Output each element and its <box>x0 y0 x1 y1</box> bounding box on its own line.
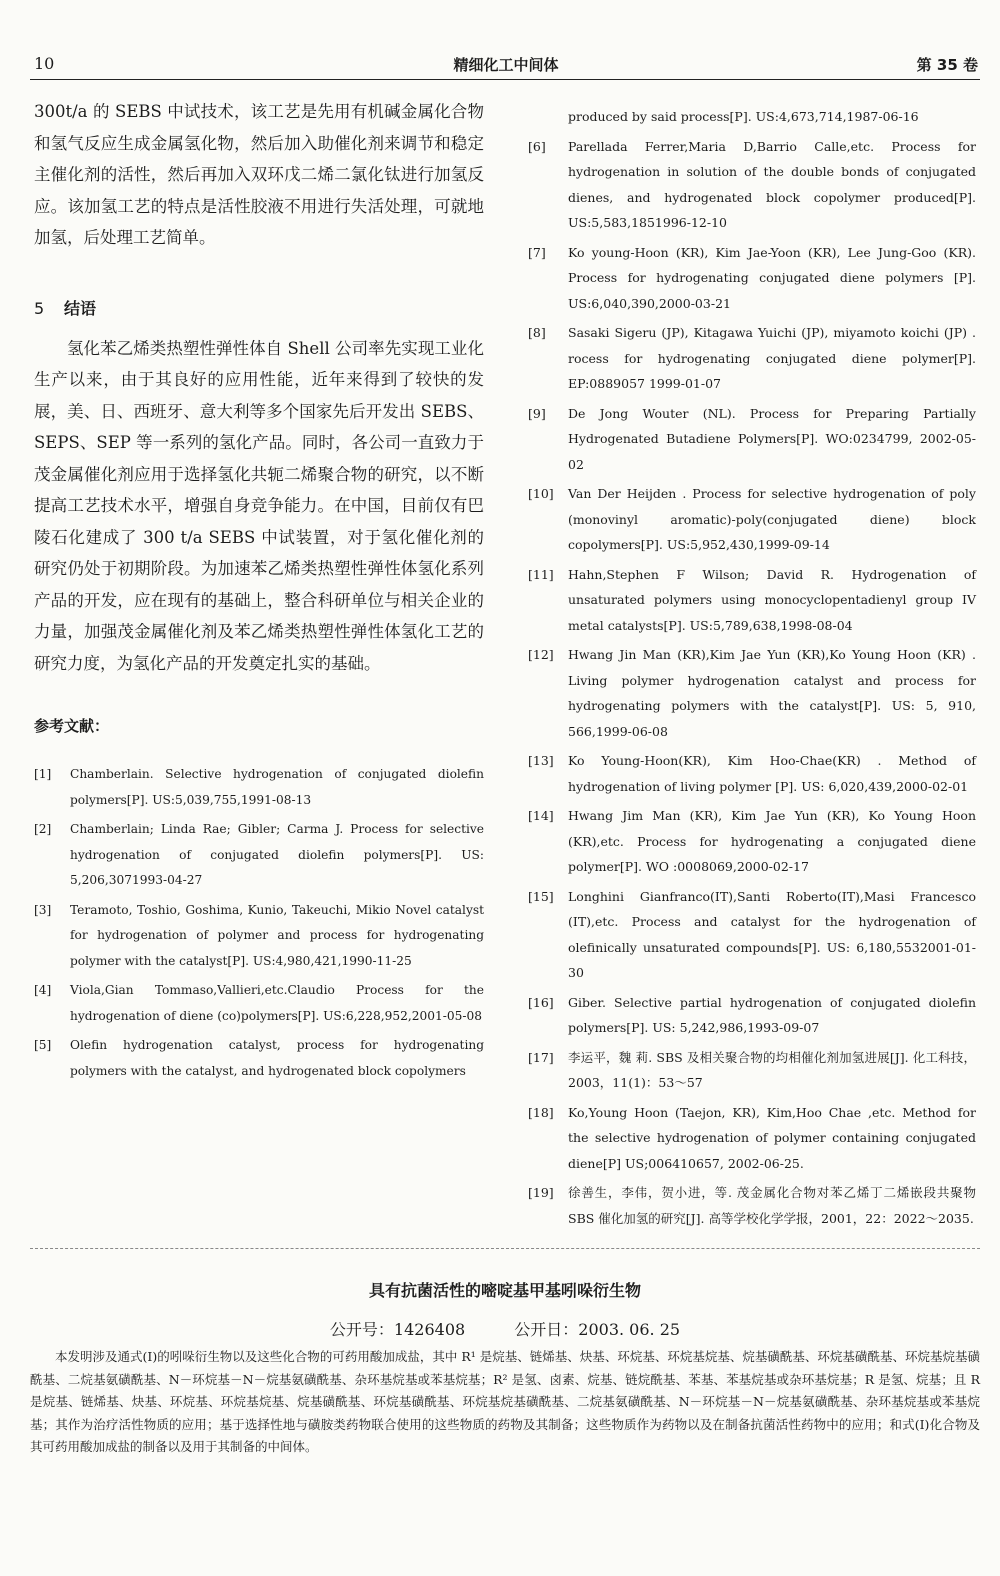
publication-date: 公开日：2003. 06. 25 <box>514 1320 681 1339</box>
reference-list-right <box>528 134 976 1232</box>
reference-item: [3] Teramoto, Toshio, Goshima, Kunio, Takeuchi, Mikio Novel catalyst for hydrogenation of polymer and process for hydrogenating polymer with the catalyst[P]. US:4,980,421,1990-11-25 <box>34 902 484 968</box>
patent-title: 具有抗菌活性的嘧啶基甲基吲哚衍生物 <box>368 1281 641 1300</box>
reference-item: [4] Viola,Gian Tommaso,Vallieri,etc.Claudio Process for the hydrogenation of diene (co)polymers[P]. US:6,228,952,2001-05-08 <box>34 983 484 1023</box>
journal-title: 精细化工中间体 <box>453 56 559 74</box>
reference-item: [14] Hwang Jim Man (KR), Kim Jae Yun (KR), Ko Young Hoon (KR),etc. Process for hydrogenating a conjugated diene polymer[P]. WO :0008069,2000-02-17 <box>528 808 976 874</box>
reference-item: [2] Chamberlain; Linda Rae; Gibler; Carma J. Process for selective hydrogenation of conjugated diolefin polymers[P]. US: 5,206,3071993-04-27 <box>34 822 484 887</box>
reference-item: [7] Ko young-Hoon (KR), Kim Jae-Yoon (KR), Lee Jung-Goo (KR). Process for hydrogenating conjugated diene polymers [P]. US:6,040,390,2000-03-21 <box>528 244 976 311</box>
reference-continuation: produced by said process[P]. US:4,673,714,1987-06-16 <box>568 109 919 124</box>
patent-abstract-block <box>30 1278 980 1459</box>
section-number: 5 <box>34 298 45 318</box>
page-header <box>34 54 978 76</box>
reference-item: [19] 徐善生，李伟，贺小进，等. 茂金属化合物对苯乙烯丁二烯嵌段共聚物 SBS 催化加氢的研究[J]. 高等学校化学学报，2001，22：2022～2035. <box>528 1185 976 1226</box>
page-number: 10 <box>34 54 55 73</box>
reference-item: [1] Chamberlain. Selective hydrogenation of conjugated diolefin polymers[P]. US:5,039,755,1991-08-13 <box>34 767 484 807</box>
reference-item: [10] Van Der Heijden . Process for selective hydrogenation of poly (monovinyl aromatic)-poly(conjugated diene) block copolymers[P]. US:5,952,430,1999-09-14 <box>528 486 976 552</box>
reference-item: [17] 李运平，魏 莉. SBS 及相关聚合物的均相催化剂加氢进展[J]. 化工科技，2003，11(1)：53～57 <box>528 1049 976 1090</box>
header-rule <box>30 79 980 80</box>
reference-item: [6] Parellada Ferrer,Maria D,Barrio Calle,etc. Process for hydrogenation in solution of the double bonds of conjugated dienes, and hydrogenated block copolymer produced[P]. US:5,583,1851996-12-10 <box>528 138 976 230</box>
reference-item: [18] Ko,Young Hoon (Taejon, KR), Kim,Hoo Chae ,etc. Method for the selective hydrogenation of polymer containing conjugated diene[P] US;006410657, 2002-06-25. <box>528 1104 976 1171</box>
reference-item: [8] Sasaki Sigeru (JP), Kitagawa Yuichi (JP), miyamoto koichi (JP) . rocess for hydrogenating conjugated diene polymer[P]. EP:0889057 1999-01-07 <box>528 325 976 391</box>
reference-item: [11] Hahn,Stephen F Wilson; David R. Hydrogenation of unsaturated polymers using monocyclopentadienyl group IV metal catalysts[P]. US:5,789,638,1998-08-04 <box>528 566 976 633</box>
reference-item: [15] Longhini Gianfranco(IT),Santi Roberto(IT),Masi Francesco (IT),etc. Process and catalyst for the hydrogenation of olefinically unsaturated compounds[P]. US: 6,180,5532001-01-30 <box>528 888 976 980</box>
volume-label: 第 35 卷 <box>916 56 978 74</box>
conclusion-paragraph: 氢化苯乙烯类热塑性弹性体自 Shell 公司率先实现工业化生产以来，由于其良好的应用性能，近年来得到了较快的发展，美、日、西班牙、意大利等多个国家先后开发出 SEBS、SEPS、SEP 等一系列的氢化产品。同时，各公司一直致力于茂金属催化剂应用于选择氢化共轭二烯聚合物的研究，以不断提高工艺技术水平，增强自身竞争能力。在中国，目前仅有巴陵石化建成了 300 t/a SEBS 中试装置，对于氢化催化剂的研究仍处于初期阶段。为加速苯乙烯类热塑性弹性体氢化系列产品的开发，应在现有的基础上，整合科研单位与相关企业的力量，加强茂金属催化剂及苯乙烯类热塑性弹性体氢化工艺的研究力度，为氢化产品的开发奠定扎实的基础。 <box>34 338 484 673</box>
publication-number: 公开号：1426408 <box>329 1320 466 1339</box>
references-heading: 参考文献： <box>34 717 110 735</box>
reference-item: [9] De Jong Wouter (NL). Process for Preparing Partially Hydrogenated Butadiene Polymers[P]. WO:0234799, 2002-05-02 <box>528 405 976 472</box>
left-column <box>34 96 484 1088</box>
section-divider <box>30 1248 980 1249</box>
reference-item: [5] Olefin hydrogenation catalyst, process for hydrogenating polymers with the catalyst, and hydrogenated block copolymers <box>34 1038 484 1078</box>
section-title: 结语 <box>64 298 97 318</box>
intro-paragraph: 300t/a 的 SEBS 中试技术，该工艺是先用有机碱金属化合物和氢气反应生成金属氢化物，然后加入助催化剂来调节和稳定主催化剂的活性，然后再加入双环戊二烯二氯化钛进行加氢反应。该加氢工艺的特点是活性胶液不用进行失活处理，可就地加氢，后处理工艺简单。 <box>34 102 484 247</box>
right-column <box>528 104 976 1235</box>
reference-item: [16] Giber. Selective partial hydrogenation of conjugated diolefin polymers[P]. US: 5,242,986,1993-09-07 <box>528 994 976 1035</box>
reference-item: [13] Ko Young-Hoon(KR), Kim Hoo-Chae(KR) . Method of hydrogenation of living polymer [P]. US: 6,020,439,2000-02-01 <box>528 753 976 794</box>
reference-item: [12] Hwang Jin Man (KR),Kim Jae Yun (KR),Ko Young Hoon (KR) . Living polymer hydrogenation catalyst and process for hydrogenating polymers with the catalyst[P]. US: 5, 910, 566,1999-06-08 <box>528 647 976 739</box>
patent-abstract: 本发明涉及通式(I)的吲哚衍生物以及这些化合物的可药用酸加成盐，其中 R¹ 是烷基、链烯基、炔基、环烷基、环烷基烷基、烷基磺酰基、环烷基磺酰基、环烷基烷基磺酰基、二烷基氨磺酰基、N－环烷基－N－烷基氨磺酰基、杂环基烷基或苯基烷基；R² 是氢、卤素、烷基、链烷酰基、苯基、苯基烷基或杂环基烷基；R 是氢、烷基；且 R 是烷基、链烯基、炔基、环烷基、环烷基烷基、烷基磺酰基、环烷基磺酰基、环烷基烷基磺酰基、二烷基氨磺酰基、N－环烷基－N－烷基氨磺酰基、杂环基烷基或苯基烷基；其作为治疗活性物质的应用；基于选择性地与磺胺类药物联合使用的这些物质的药物及其制备；这些物质作为药物以及在制备抗菌活性药物中的应用；和式(I)化合物及其可药用酸加成盐的制备以及用于其制备的中间体。 <box>30 1349 980 1454</box>
patent-meta <box>30 1317 980 1340</box>
reference-list-left <box>34 762 484 1084</box>
section-heading <box>34 296 484 319</box>
